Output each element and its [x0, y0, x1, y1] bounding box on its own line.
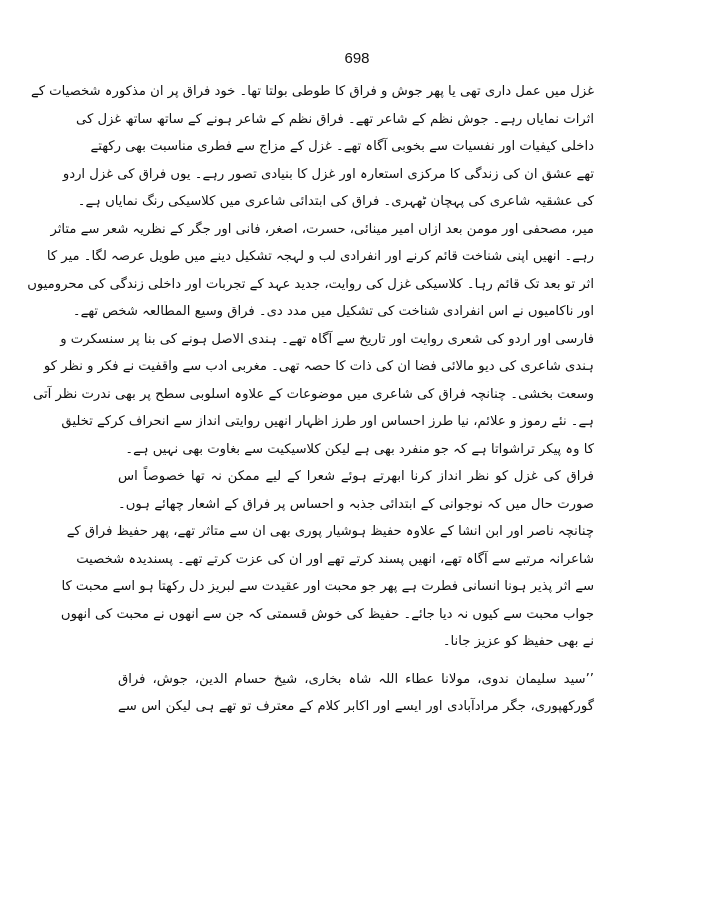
text-line: ’’سید سلیمان ندوی، مولانا عطاء اللہ شاہ بخاری، شیخ حسام الدین، جوش، فراق: [118, 671, 594, 687]
text-line: صورت حال میں کہ نوجوانی کے ابتدائی جذبہ و احساس پر فراق کے اشعار چھائے ہوں۔: [118, 496, 594, 512]
text-line: میر، مصحفی اور مومن بعد ازاں امیر مینائی، حسرت، اصغر، فانی اور جگر کے نظریہ شعر سے متاثر: [50, 221, 594, 237]
text-line: غزل میں عمل داری تھی یا پھر جوش و فراق کا طوطی بولتا تھا۔ خود فراق پر ان مذکورہ شخصیات کے: [30, 84, 594, 99]
text-line: گورکھپوری، جگر مرادآبادی اور ایسے اور اکابر کلام کے معترف تو تھے ہی لیکن اس سے: [118, 699, 594, 714]
body-text: [27, 78, 594, 721]
text-line: سے اثر پذیر ہونا انسانی فطرت ہے پھر جو محبت اور عقیدت سے لبریز دل رکھتا ہو اسے محبت کا: [61, 579, 594, 594]
text-line: تھے عشق ان کی زندگی کا مرکزی استعارہ اور غزل کا بنیادی تصور رہے۔ یوں فراق کی غزل اردو: [62, 166, 594, 182]
text-line: کی عشقیہ شاعری کی پہچان ٹھہری۔ فراق کی ابتدائی شاعری میں کلاسیکی رنگ نمایاں ہے۔: [77, 194, 594, 209]
page-number: 698: [344, 50, 370, 67]
text-line: جواب محبت سے کیوں نہ دیا جائے۔ حفیظ کی خوش قسمتی کہ جن سے انھوں نے محبت کی انھوں: [60, 606, 594, 622]
text-line: اثر تو بعد تک قائم رہا۔ کلاسیکی غزل کی روایت، جدید عہد کے تجربات اور داخلی زندگی کی محرومیوں: [27, 276, 594, 292]
paragraph-2: [60, 463, 594, 656]
text-line: شاعرانہ مرتبے سے آگاہ تھے، انھیں پسند کرتے تھے اور ان کی عزت کرتے تھے۔ پسندیدہ شخصیت: [76, 551, 594, 567]
text-line: فارسی اور اردو کی شعری روایت اور تاریخ سے آگاہ تھے۔ ہندی الاصل ہونے کی بنا پر سنسکرت و: [60, 331, 594, 347]
text-line: فراق کی غزل کو نظر انداز کرنا ابھرتے ہوئے شعرا کے لیے ممکن نہ تھا خصوصاً اس: [118, 469, 594, 484]
text-line: نے بھی حفیظ کو عزیز جانا۔: [442, 634, 594, 649]
text-line: ہندی شاعری کی دیو مالائی فضا ان کی ذات کا حصہ تھی۔ مغربی ادب سے واقفیت نے فکر و نظر کو: [43, 359, 594, 374]
text-line: ہے۔ نئے رموز و علائم، نیا طرز احساس اور طرز اظہار انھیں روایتی انداز سے انحراف کرکے تخلیق: [61, 414, 594, 429]
text-line: چنانچہ ناصر اور ابن انشا کے علاوہ حفیظ ہوشیار پوری بھی ان سے متاثر تھے، پھر حفیظ فراق کے: [66, 524, 594, 539]
text-line: اثرات نمایاں رہے۔ جوش نظم کے شاعر تھے۔ فراق نظم کے شاعر ہونے کے ساتھ ساتھ غزل کی: [75, 111, 594, 127]
text-line: داخلی کیفیات اور نفسیات سے بخوبی آگاہ تھے۔ غزل کے مزاج سے فطری مناسبت بھی رکھتے: [90, 139, 594, 154]
text-line: کا وہ پیکر تراشواتا ہے کہ جو منفرد بھی ہے لیکن کلاسیکیت سے بغاوت بھی نہیں ہے۔: [125, 441, 594, 457]
quote-paragraph: [118, 666, 594, 721]
text-line: اور ناکامیوں نے اس انفرادی شناخت کی تشکیل میں مدد دی۔ فراق وسیع المطالعہ شخص تھے۔: [72, 304, 594, 319]
paragraph-1: [27, 78, 594, 463]
text-line: وسعت بخشی۔ چنانچہ فراق کی شاعری میں موضوعات کے علاوہ اسلوبی سطح پر بھی ندرت نظر آتی: [32, 386, 594, 402]
text-line: رہے۔ انھیں اپنی شناخت قائم کرنے اور انفرادی لب و لہجہ تشکیل دینے میں طویل عرصہ لگا۔ میر کا: [46, 249, 594, 264]
paragraph-gap: [118, 656, 594, 666]
